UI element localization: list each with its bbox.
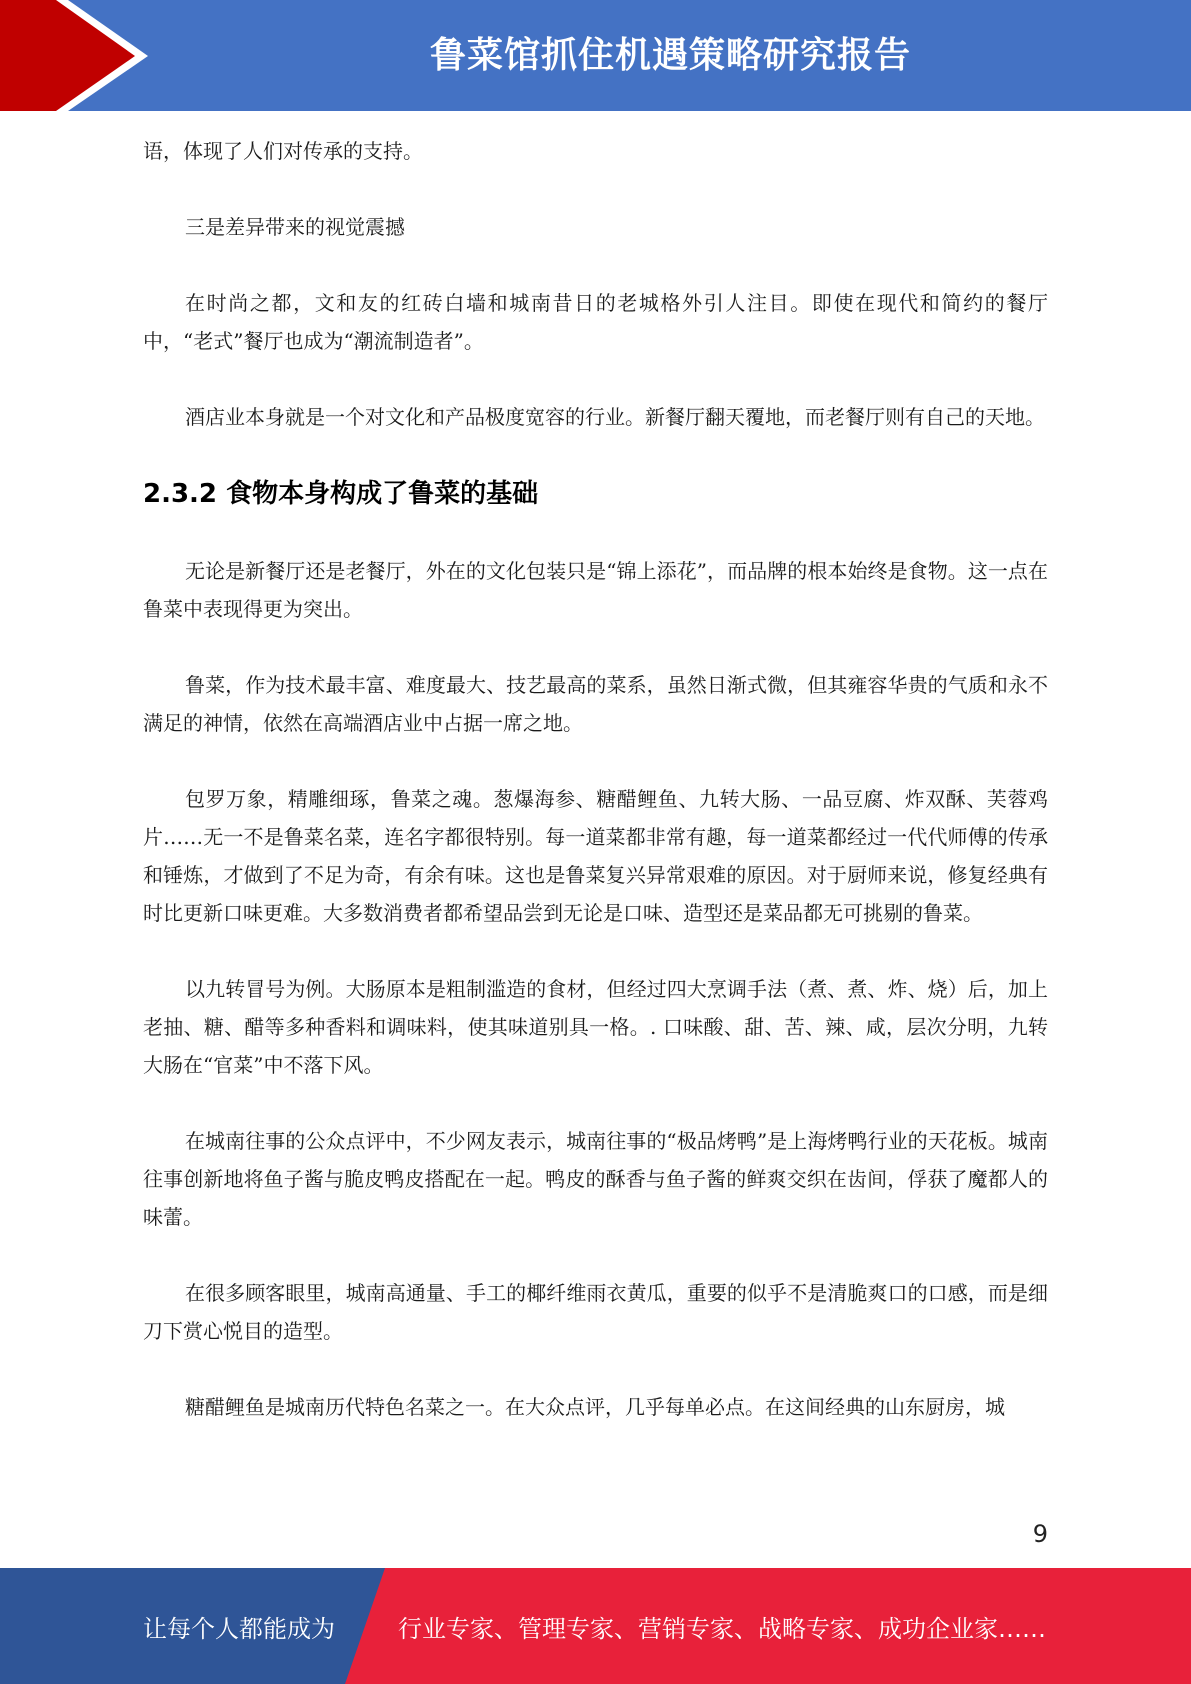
- paragraph: 以九转冒号为例。大肠原本是粗制滥造的食材，但经过四大烹调手法（煮、煮、炸、烧）后，加上老抽、糖、醋等多种香料和调味料，使其味道别具一格。. 口味酸、甜、苦、辣、咸，层次分明，九转大肠在“官菜”中不落下风。: [143, 977, 1048, 1077]
- footer-slogan-right: 行业专家、管理专家、营销专家、战略专家、成功企业家……: [398, 1614, 1046, 1643]
- paragraph: 糖醋鲤鱼是城南历代特色名菜之一。在大众点评，几乎每单必点。在这间经典的山东厨房，城: [185, 1395, 1005, 1419]
- page-footer: [0, 1568, 1191, 1684]
- paragraph: 三是差异带来的视觉震撼: [185, 215, 405, 239]
- paragraph: 酒店业本身就是一个对文化和产品极度宽容的行业。新餐厅翻天覆地，而老餐厅则有自己的天地。: [185, 405, 1045, 429]
- paragraph: 鲁菜，作为技术最丰富、难度最大、技艺最高的菜系，虽然日渐式微，但其雍容华贵的气质和永不满足的神情，依然在高端酒店业中占据一席之地。: [143, 673, 1048, 735]
- paragraph: 无论是新餐厅还是老餐厅，外在的文化包装只是“锦上添花”，而品牌的根本始终是食物。这一点在鲁菜中表现得更为突出。: [143, 559, 1048, 621]
- document-body: [143, 132, 1048, 1464]
- footer-slogan-left: 让每个人都能成为: [143, 1614, 335, 1643]
- report-title: 鲁菜馆抓住机遇策略研究报告: [429, 34, 911, 76]
- paragraph: 在很多顾客眼里，城南高通量、手工的椰纤维雨衣黄瓜，重要的似乎不是清脆爽口的口感，而是细刀下赏心悦目的造型。: [143, 1281, 1048, 1343]
- page-number: 9: [1032, 1520, 1048, 1548]
- paragraph: 包罗万象，精雕细琢，鲁菜之魂。葱爆海参、糖醋鲤鱼、九转大肠、一品豆腐、炸双酥、芙蓉鸡片……无一不是鲁菜名菜，连名字都很特别。每一道菜都非常有趣，每一道菜都经过一代代师傅的传承和锤炼，才做到了不足为奇，有余有味。这也是鲁菜复兴异常艰难的原因。对于厨师来说，修复经典有时比更新口味更难。大多数消费者都希望品尝到无论是口味、造型还是菜品都无可挑剔的鲁菜。: [143, 787, 1048, 925]
- header-arrow-icon: [0, 0, 160, 111]
- paragraph: 语，体现了人们对传承的支持。: [143, 139, 423, 163]
- section-heading: 2.3.2 食物本身构成了鲁菜的基础: [143, 479, 539, 509]
- page-header: [0, 0, 1191, 111]
- paragraph: 在时尚之都，文和友的红砖白墙和城南昔日的老城格外引人注目。即使在现代和简约的餐厅中，“老式”餐厅也成为“潮流制造者”。: [143, 291, 1048, 353]
- paragraph: 在城南往事的公众点评中，不少网友表示，城南往事的“极品烤鸭”是上海烤鸭行业的天花板。城南往事创新地将鱼子酱与脆皮鸭皮搭配在一起。鸭皮的酥香与鱼子酱的鲜爽交织在齿间，俘获了魔都人的味蕾。: [143, 1129, 1048, 1229]
